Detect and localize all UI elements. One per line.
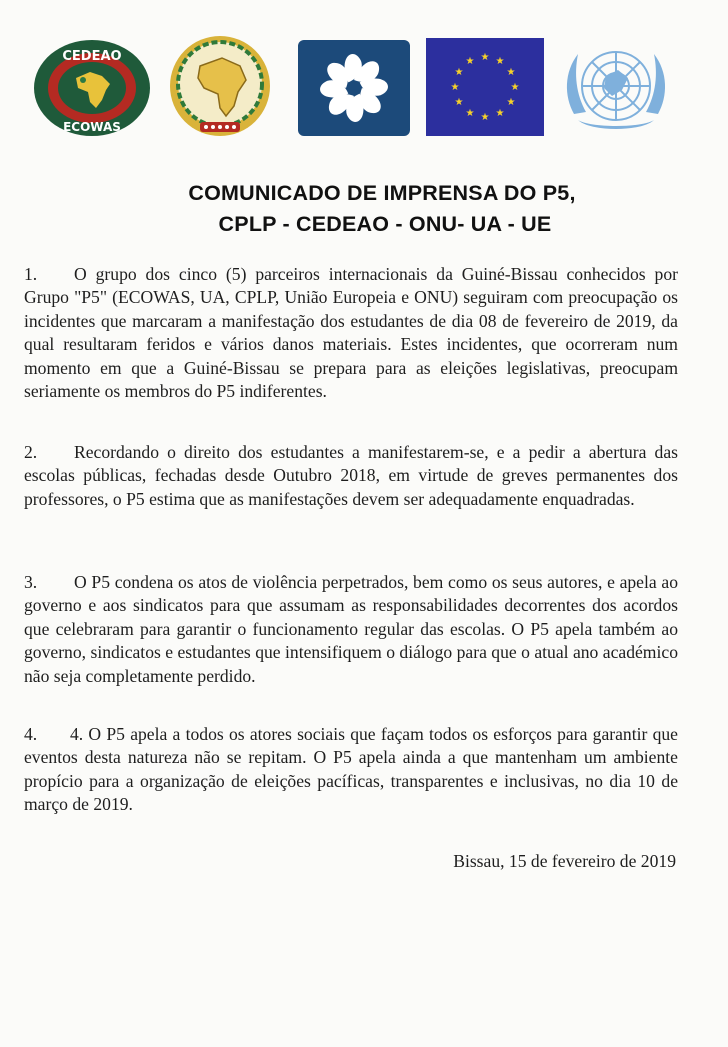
- svg-text:★: ★: [495, 108, 505, 119]
- svg-text:★: ★: [506, 97, 516, 108]
- paragraph-text: O P5 condena os atos de violência perpetrados, bem como os seus autores, e apela ao governo e aos sindicatos para que assumam as responsabilidades decorrentes dos acordos que celebraram para garantir o funcionamento regular das escolas. O P5 apela também ao governo, sindicatos e estudantes que intensifiquem o diálogo para que o atual ano académico não seja completamente perdido.: [24, 572, 678, 686]
- svg-text:ECOWAS: ECOWAS: [63, 120, 121, 134]
- svg-text:★: ★: [510, 82, 520, 93]
- cplp-logo: [298, 40, 410, 136]
- european-union-flag: [426, 38, 544, 136]
- place-and-date: Bissau, 15 de fevereiro de 2019: [453, 851, 676, 871]
- svg-text:★: ★: [480, 112, 490, 123]
- united-nations-emblem: [556, 36, 676, 140]
- paragraph-2: [24, 441, 678, 511]
- paragraph-number: 2.: [24, 442, 38, 462]
- svg-text:★: ★: [495, 56, 505, 67]
- paragraph-text: O grupo dos cinco (5) parceiros internacionais da Guiné-Bissau conhecidos por Grupo "P5" (ECOWAS, UA, CPLP, União Europeia e ONU) seguiram com preocupação os incidentes que marcaram a manifestação dos estudantes de dia 08 de fevereiro de 2019, da qual resultaram feridos e vários danos materiais. Estes incidentes, que ocorreram num momento em que a Guiné-Bissau se prepara para as eleições legislativas, preocupam seriamente os membros do P5 indiferentes.: [24, 264, 678, 402]
- logo-row: [26, 36, 682, 140]
- ecowas-logo: [32, 38, 152, 138]
- paragraph-4: [24, 723, 678, 817]
- paragraph-number: 3.: [24, 572, 38, 592]
- paragraph-text: Recordando o direito dos estudantes a manifestarem-se, e a pedir a abertura das escolas públicas, fechadas desde Outubro 2018, em virtude de greves permanentes dos professores, o P5 estima que as manifestações devem ser adequadamente enquadradas.: [24, 442, 678, 509]
- paragraph-number: 1.: [24, 264, 38, 284]
- title-line-1: COMUNICADO DE IMPRENSA DO P5,: [188, 181, 576, 205]
- title-line-2: CPLP - CEDEAO - ONU- UA - UE: [218, 212, 552, 236]
- svg-text:★: ★: [450, 82, 460, 93]
- paragraph-3: [24, 571, 678, 688]
- african-union-logo: [166, 36, 274, 140]
- svg-text:★: ★: [454, 97, 464, 108]
- press-release-title: [0, 178, 728, 240]
- svg-text:CEDEAO: CEDEAO: [62, 49, 122, 64]
- svg-text:★: ★: [454, 67, 464, 78]
- svg-text:★: ★: [480, 52, 490, 63]
- paragraph-1: [24, 263, 678, 403]
- svg-text:★: ★: [465, 56, 475, 67]
- paragraph-text: 4. O P5 apela a todos os atores sociais que façam todos os esforços para garantir que eventos desta natureza não se repitam. O P5 apela ainda a que mantenham um ambiente propício para a organização de eleições pacíficas, transparentes e inclusivas, no dia 10 de março de 2019.: [24, 724, 678, 815]
- paragraph-number: 4.: [24, 724, 38, 744]
- svg-text:★: ★: [506, 67, 516, 78]
- svg-text:★: ★: [465, 108, 475, 119]
